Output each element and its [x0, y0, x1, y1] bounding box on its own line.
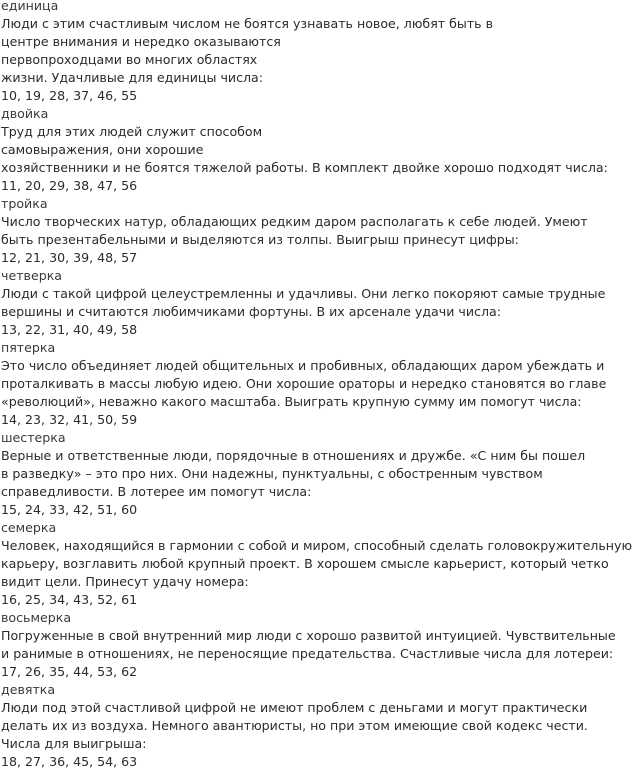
description-line: «революций», неважно какого масштаба. Выиграть крупную сумму им помогут числа: [1, 394, 582, 409]
number-section [0, 681, 637, 771]
section-heading: тройка [1, 196, 48, 211]
description-line: Люди под этой счастливой цифрой не имеют проблем с деньгами и могут практически [1, 700, 588, 715]
number-section [0, 429, 637, 519]
section-heading: пятерка [1, 340, 56, 355]
number-section [0, 609, 637, 681]
description-line: Это число объединяет людей общительных и пробивных, обладающих даром убеждать и [1, 358, 605, 373]
description-line: первопроходцами во многих областях [1, 52, 258, 67]
lucky-numbers-line: 12, 21, 30, 39, 48, 57 [1, 250, 138, 265]
lucky-numbers-line: 13, 22, 31, 40, 49, 58 [1, 322, 138, 337]
lucky-numbers-line: 14, 23, 32, 41, 50, 59 [1, 412, 138, 427]
description-line: Люди с этим счастливым числом не боятся узнавать новое, любят быть в [1, 16, 494, 31]
section-heading: четверка [1, 268, 63, 283]
description-line: и ранимые в отношениях, не переносящие предательства. Счастливые числа для лотереи: [1, 646, 614, 661]
description-line: Человек, находящийся в гармонии с собой и миром, способный сделать головокружительную [1, 538, 633, 553]
number-section [0, 267, 637, 339]
description-line: быть презентабельными и выделяются из толпы. Выигрыш принесут цифры: [1, 232, 519, 247]
lucky-numbers-line: 17, 26, 35, 44, 53, 62 [1, 664, 138, 679]
section-heading: семерка [1, 520, 57, 535]
description-line: Погруженные в свой внутренний мир люди с хорошо развитой интуицией. Чувствительные [1, 628, 616, 643]
number-section [0, 195, 637, 267]
lucky-numbers-line: 18, 27, 36, 45, 54, 63 [1, 754, 138, 769]
description-line: делать их из воздуха. Немного авантюристы, но при этом имеющие свой кодекс чести. [1, 718, 588, 733]
description-line: видит цели. Принесут удачу номера: [1, 574, 249, 589]
section-heading: шестерка [1, 430, 66, 445]
lucky-numbers-line: 11, 20, 29, 38, 47, 56 [1, 178, 138, 193]
section-heading: девятка [1, 682, 56, 697]
section-heading: двойка [1, 106, 49, 121]
number-section [0, 339, 637, 429]
description-line: проталкивать в массы любую идею. Они хорошие ораторы и нередко становятся во главе [1, 376, 607, 391]
lucky-numbers-line: 15, 24, 33, 42, 51, 60 [1, 502, 138, 517]
number-section [0, 0, 637, 105]
description-line: хозяйственники и не боятся тяжелой работы. В комплект двойке хорошо подходят числа: [1, 160, 608, 175]
description-line: справедливости. В лотерее им помогут числа: [1, 484, 312, 499]
description-line: в разведку» – это про них. Они надежны, пунктуальны, с обостренным чувством [1, 466, 543, 481]
description-line: Труд для этих людей служит способом [1, 124, 263, 139]
description-line: Верные и ответственные люди, порядочные в отношениях и дружбе. «С ним бы пошел [1, 448, 586, 463]
description-line: самовыражения, они хорошие [1, 142, 204, 157]
description-line: жизни. Удачливые для единицы числа: [1, 70, 264, 85]
description-line: вершины и считаются любимчиками фортуны. В их арсенале удачи числа: [1, 304, 501, 319]
description-line: Люди с такой цифрой целеустремленны и удачливы. Они легко покоряют самые трудные [1, 286, 606, 301]
section-heading: восьмерка [1, 610, 72, 625]
section-heading: единица [1, 0, 59, 13]
lucky-numbers-line: 16, 25, 34, 43, 52, 61 [1, 592, 138, 607]
description-line: центре внимания и нередко оказываются [1, 34, 281, 49]
description-line: Числа для выигрыша: [1, 736, 147, 751]
number-section [0, 519, 637, 609]
description-line: Число творческих натур, обладающих редким даром располагать к себе людей. Умеют [1, 214, 588, 229]
description-line: карьеру, возглавить любой крупный проект. В хорошем смысле карьерист, который четко [1, 556, 609, 571]
number-section [0, 105, 637, 195]
lucky-numbers-line: 10, 19, 28, 37, 46, 55 [1, 88, 138, 103]
